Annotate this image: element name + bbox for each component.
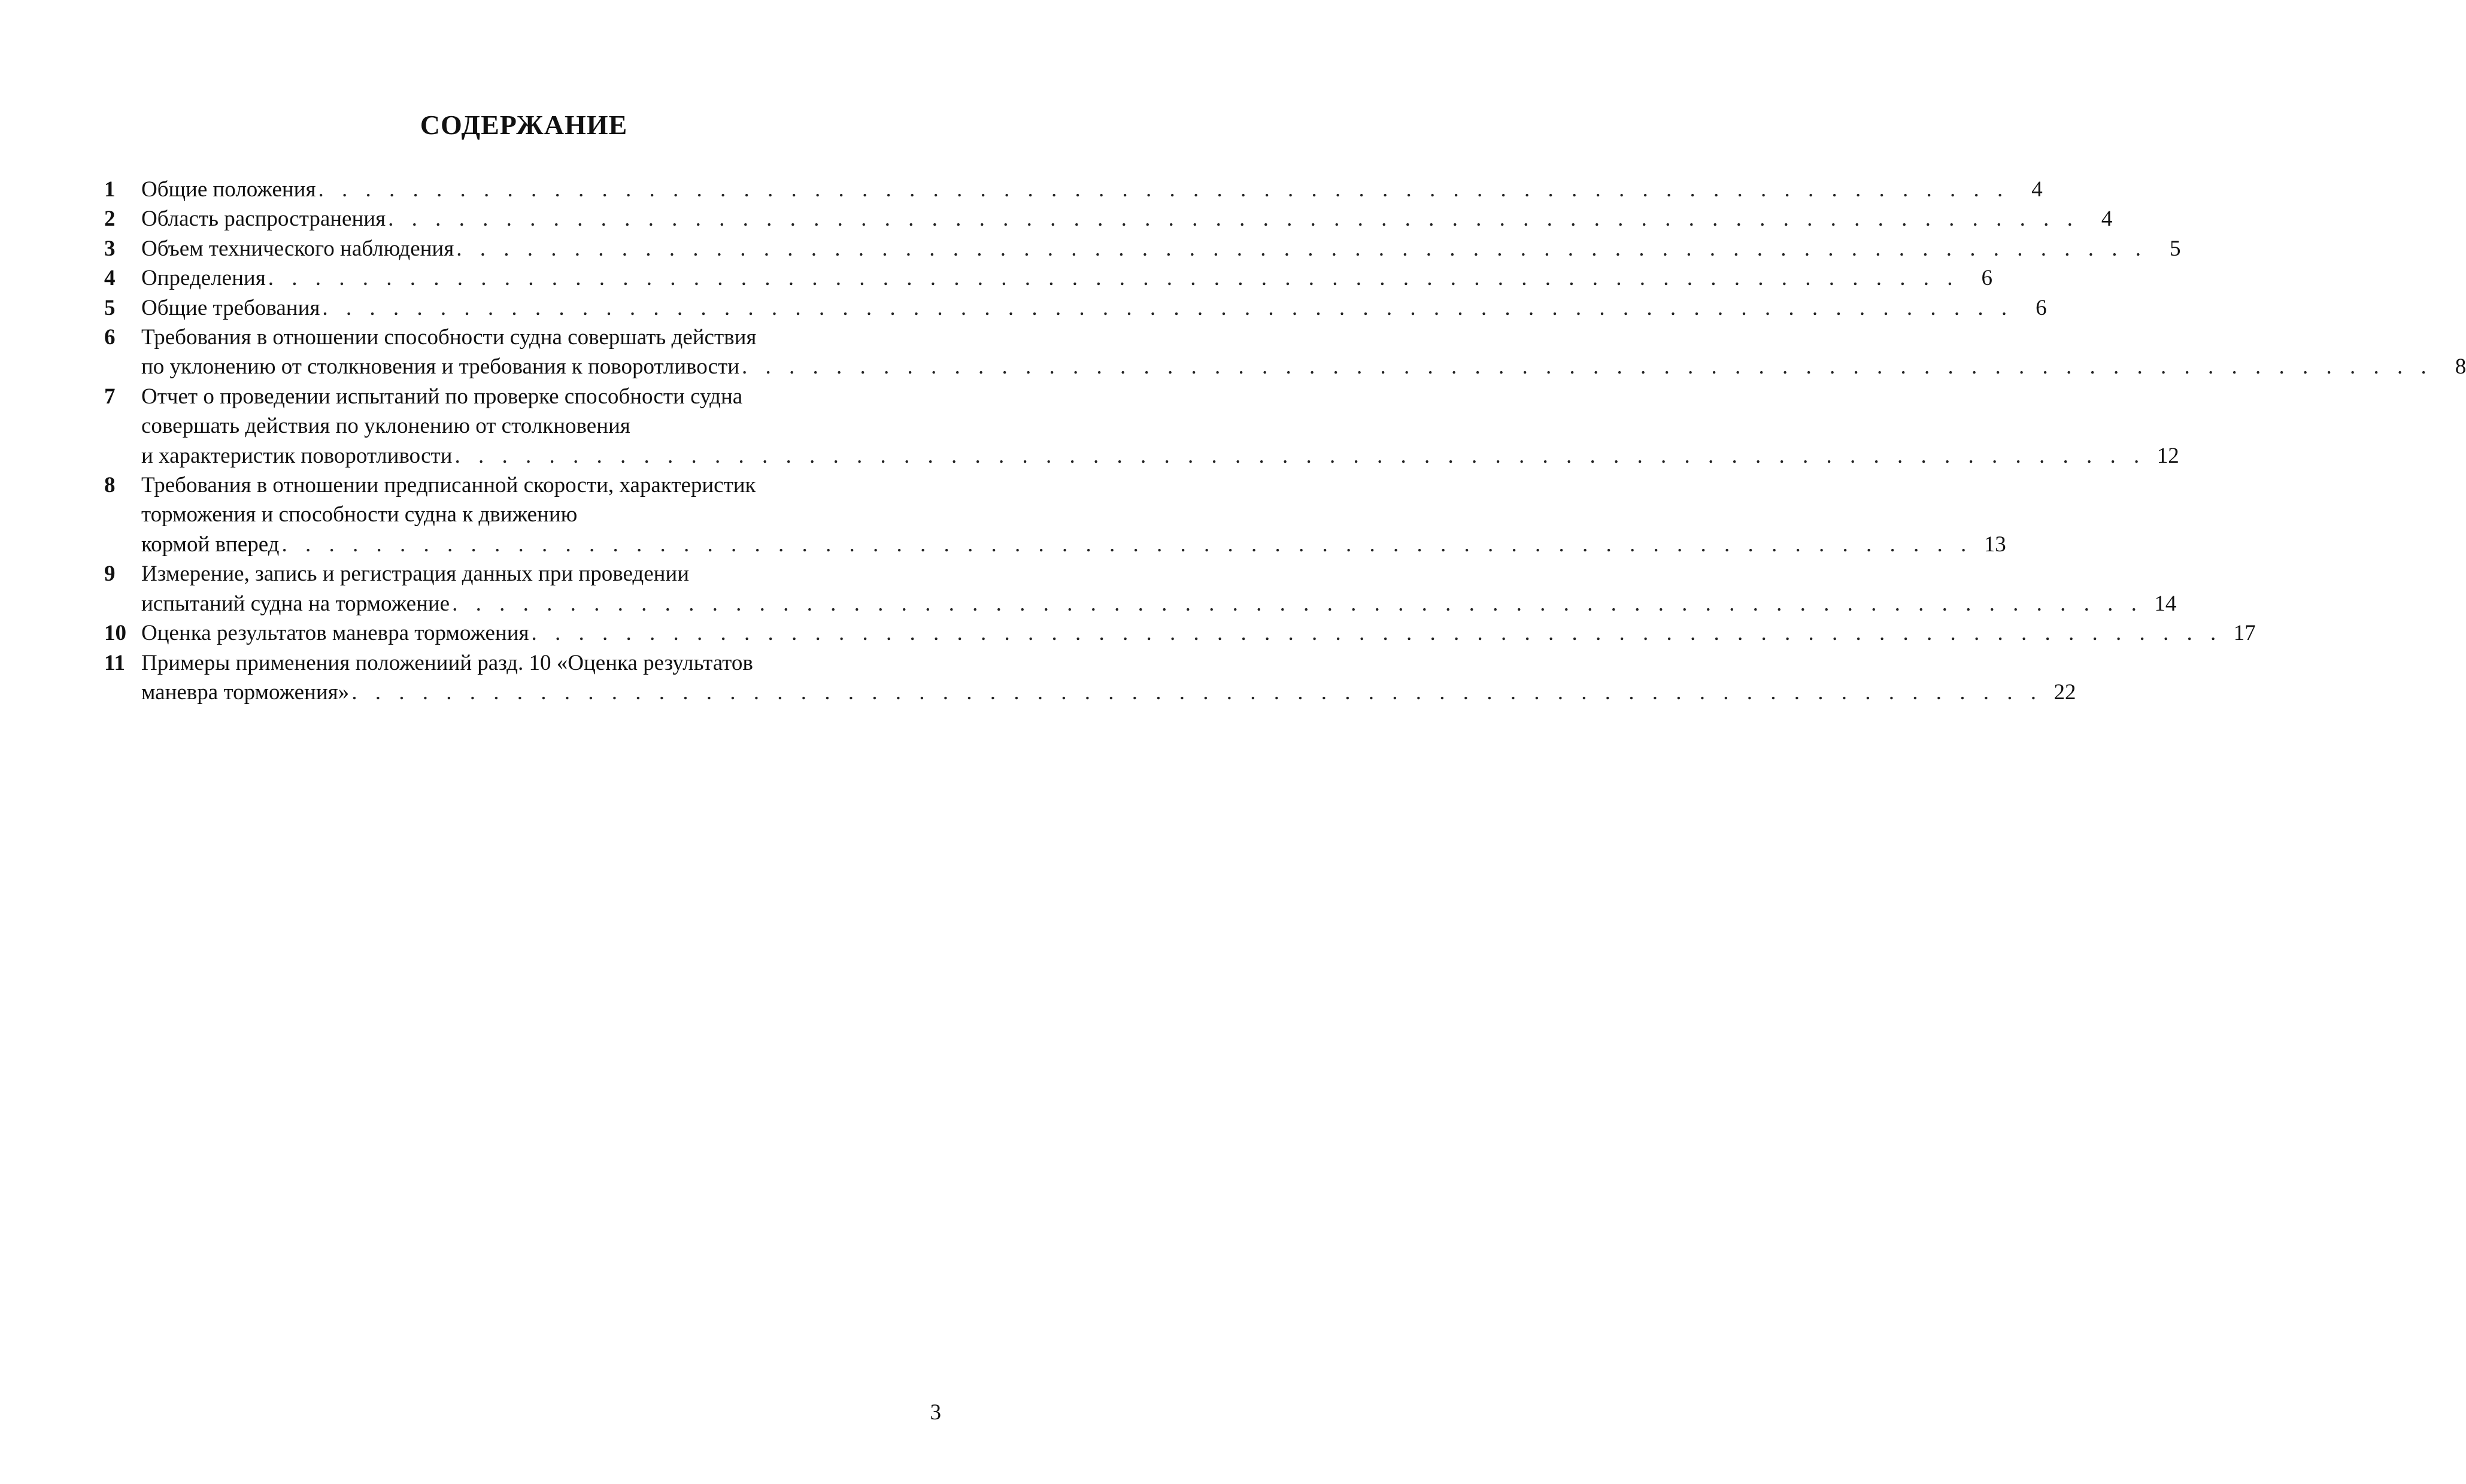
toc-entry-title-line: и характеристик поворотливости	[141, 443, 453, 468]
toc-entry-number: 1	[104, 177, 116, 202]
toc-entry-number: 10	[104, 621, 126, 646]
toc-page-reference: 4	[2031, 177, 2043, 202]
toc-entry-title-line: кормой вперед	[141, 532, 280, 557]
toc-entry-title-line: маневра торможения»	[141, 679, 350, 705]
toc-page-reference: 6	[1981, 266, 1992, 291]
toc-entry-number: 8	[104, 473, 116, 498]
toc-entry[interactable]	[104, 263, 1992, 293]
toc-entry-number: 4	[104, 266, 116, 291]
dot-leader: . . . . . . . . . . . . . . . . . . . . . . . . . . . . . . . . . . . . . . . . . . . . . . . . . . . . . . . . . . . . . . . . . . . . . . . .	[318, 177, 2009, 202]
toc-entry-number: 7	[104, 384, 116, 409]
toc-entry[interactable]	[104, 559, 2177, 618]
toc-entry-title-line: Требования в отношении способности судна совершать действия	[141, 325, 757, 350]
toc-entry[interactable]	[104, 175, 2043, 204]
toc-entry-title-line: по уклонению от столкновения и требования к поворотливости	[141, 354, 740, 380]
page-number: 3	[930, 1400, 941, 1425]
toc-entry-title-line: Общие положения	[141, 177, 316, 202]
toc-entry[interactable]	[104, 471, 2006, 559]
toc-entry-title-line: Объем технического наблюдения	[141, 236, 454, 261]
toc-entry[interactable]	[104, 648, 2076, 708]
dot-leader: . . . . . . . . . . . . . . . . . . . . . . . . . . . . . . . . . . . . . . . . . . . . . . . . . . . . . . . . . . . . . . . . . . . . . . . .	[456, 236, 2147, 261]
toc-entry[interactable]	[104, 618, 2256, 648]
toc-entry-title-line: Примеры применения положениий разд. 10 «Оценка результатов	[141, 650, 753, 675]
toc-entry-title-line: Измерение, запись и регистрация данных при проведении	[141, 562, 690, 587]
toc-entry-title-line: Область распространения	[141, 207, 386, 232]
toc-entry-number: 5	[104, 295, 116, 320]
toc-page-reference: 6	[2036, 295, 2047, 320]
toc-entry-number: 3	[104, 236, 116, 261]
toc-entry-title-line: Общие требования	[141, 295, 320, 320]
toc-entry-title-line: торможения и способности судна к движению	[141, 502, 578, 527]
dot-leader: . . . . . . . . . . . . . . . . . . . . . . . . . . . . . . . . . . . . . . . . . . . . . . . . . . . . . . . . . . . . . . . . . . . . . . . .	[454, 443, 2146, 468]
toc-page-reference: 8	[2455, 354, 2466, 380]
toc-entry-number: 6	[104, 325, 116, 350]
toc-entry-title-line: Определения	[141, 266, 266, 291]
table-of-contents	[104, 175, 2466, 707]
toc-entry-title-line: Требования в отношении предписанной скорости, характеристик	[141, 473, 756, 498]
toc-page-reference: 13	[1983, 532, 2006, 557]
toc-entry-number: 11	[104, 650, 125, 675]
toc-page-reference: 5	[2170, 236, 2181, 261]
toc-entry-number: 9	[104, 562, 116, 587]
dot-leader: . . . . . . . . . . . . . . . . . . . . . . . . . . . . . . . . . . . . . . . . . . . . . . . . . . . . . . . . . . . . . . . . . . . . . . . .	[268, 266, 1959, 291]
toc-page-reference: 12	[2156, 443, 2179, 468]
toc-entry[interactable]	[104, 234, 2181, 263]
dot-leader: . . . . . . . . . . . . . . . . . . . . . . . . . . . . . . . . . . . . . . . . . . . . . . . . . . . . . . . . . . . . . . . . . . . . . . . .	[322, 295, 2013, 320]
dot-leader: . . . . . . . . . . . . . . . . . . . . . . . . . . . . . . . . . . . . . . . . . . . . . . . . . . . . . . . . . . . . . . . . . . . . . . . .	[281, 532, 1973, 557]
dot-leader: . . . . . . . . . . . . . . . . . . . . . . . . . . . . . . . . . . . . . . . . . . . . . . . . . . . . . . . . . . . . . . . . . . . . . . . .	[388, 207, 2079, 232]
toc-page-reference: 22	[2054, 679, 2076, 705]
toc-entry-number: 2	[104, 207, 116, 232]
toc-entry[interactable]	[104, 204, 2113, 233]
dot-leader: . . . . . . . . . . . . . . . . . . . . . . . . . . . . . . . . . . . . . . . . . . . . . . . . . . . . . . . . . . . . . . . . . . . . . . . .	[742, 354, 2433, 380]
toc-page-reference: 17	[2233, 621, 2256, 646]
toc-entry-title-line: Отчет о проведении испытаний по проверке способности судна	[141, 384, 743, 409]
dot-leader: . . . . . . . . . . . . . . . . . . . . . . . . . . . . . . . . . . . . . . . . . . . . . . . . . . . . . . . . . . . . . . . . . . . . . . . .	[351, 679, 2043, 705]
toc-entry-title-line: Оценка результатов маневра торможения	[141, 621, 529, 646]
toc-entry[interactable]	[104, 382, 2179, 471]
toc-page-reference: 14	[2154, 591, 2177, 616]
dot-leader: . . . . . . . . . . . . . . . . . . . . . . . . . . . . . . . . . . . . . . . . . . . . . . . . . . . . . . . . . . . . . . . . . . . . . . . .	[531, 621, 2222, 646]
toc-page-reference: 4	[2101, 207, 2113, 232]
toc-entry-title-line: испытаний судна на торможение	[141, 591, 450, 616]
toc-entry[interactable]	[104, 323, 2466, 382]
toc-entry[interactable]	[104, 293, 2047, 323]
dot-leader: . . . . . . . . . . . . . . . . . . . . . . . . . . . . . . . . . . . . . . . . . . . . . . . . . . . . . . . . . . . . . . . . . . . . . . . .	[452, 591, 2143, 616]
page-title: СОДЕРЖАНИЕ	[420, 110, 628, 140]
toc-entry-title-line: совершать действия по уклонению от столкновения	[141, 414, 630, 439]
